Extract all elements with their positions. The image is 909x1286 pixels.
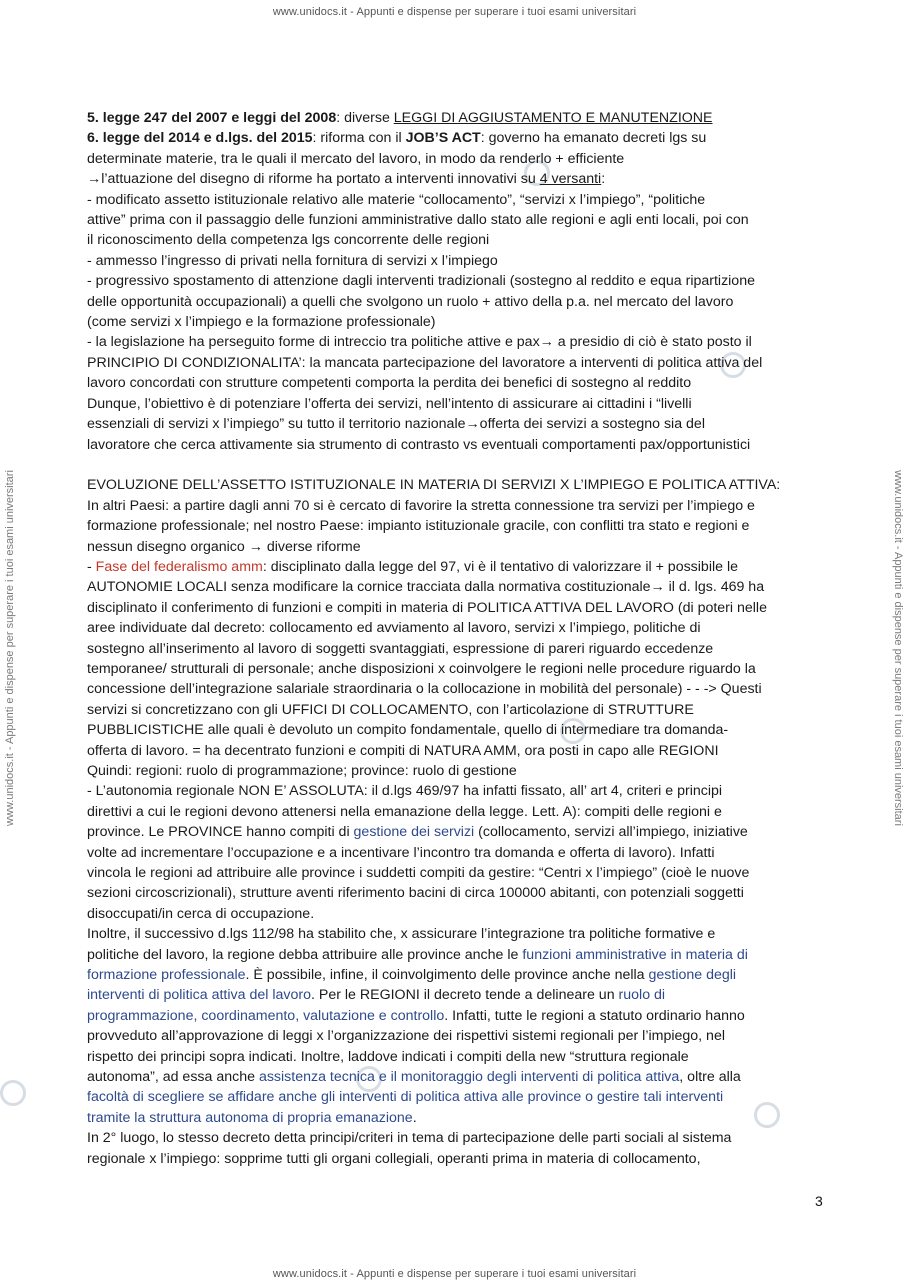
text-line: disoccupati/in cerca di occupazione. xyxy=(87,905,315,922)
text-line: lavoro concordati con strutture competenti comporta la perdita dei benefici di sostegno al reddito xyxy=(87,375,692,392)
line-jobs-act: 6. legge del 2014 e d.lgs. del 2015: riforma con il JOB’S ACT: governo ha emanato decreti lgs su xyxy=(87,130,707,147)
line-four-areas: →l’attuazione del disegno di riforme ha portato a interventi innovativi su 4 versanti: xyxy=(87,171,606,188)
text-line: (come servizi x l’impiego e la formazione professionale) xyxy=(87,314,436,331)
text-line: - progressivo spostamento di attenzione dagli interventi tradizionali (sostegno al reddito e equa ripartizione xyxy=(87,273,755,290)
text-line: sostegno all’inserimento al lavoro di soggetti svantaggiati, espressione di pareri riguardo eccedenze xyxy=(87,640,714,657)
text-line: temporanee/ strutturali di personale; anche disposizioni x coinvolgere le regioni nelle procedure riguardo la xyxy=(87,660,756,677)
text-line: vincola le regioni ad attribuire alle province i suddetti compiti da gestire: “Centri x l’impiego” (cioè le nuove xyxy=(87,865,750,882)
text-line: lavoratore che cerca attivamente sia strumento di contrasto vs eventuali comportamenti pax/opportunistici xyxy=(87,436,751,453)
text-line: - la legislazione ha perseguito forme di intreccio tra politiche attive e pax→ a presidio di ciò è stato posto il xyxy=(87,334,752,351)
text-line: rispetto dei principi sopra indicati. Inoltre, laddove indicati i compiti della new “struttura regionale xyxy=(87,1048,689,1065)
text-line: determinate materie, tra le quali il mercato del lavoro, in modo da renderlo + efficiente xyxy=(87,150,625,167)
line-programming: programmazione, coordinamento, valutazione e controllo. Infatti, tutte le regioni a statuto ordinario hanno xyxy=(87,1007,745,1024)
document-body xyxy=(87,108,827,1169)
text-line: PUBBLICISTICHE alle quali è devoluto un compito fondamentale, quello di intermediare tra domanda- xyxy=(87,722,729,739)
blank-line xyxy=(87,455,827,475)
text-line: AUTONOMIE LOCALI senza modificare la cornice tracciata dalla normativa costituzionale→ il d. lgs. 469 ha xyxy=(87,579,765,596)
watermark-bottom: www.unidocs.it - Appunti e dispense per superare i tuoi esami universitari xyxy=(272,1268,637,1280)
text-line: aree individuate dal decreto: collocamento ed avviamento al lavoro, servizi x l’impiego, politiche di xyxy=(87,620,701,637)
watermark-top: www.unidocs.it - Appunti e dispense per superare i tuoi esami universitari xyxy=(272,6,637,18)
line-admin-functions: politiche del lavoro, la regione debba attribuire alle province anche le funzioni amministrative in materia di xyxy=(87,946,748,963)
line-law-2007: 5. legge 247 del 2007 e leggi del 2008: diverse LEGGI DI AGGIUSTAMENTO E MANUTENZIONE xyxy=(87,110,713,126)
text-line: direttivi a cui le regioni devono attenersi nella emanazione della legge. Lett. A): compiti delle regioni e xyxy=(87,803,722,820)
text-line: formazione professionale; nel nostro Paese: impianto istituzionale gracile, con conflitti tra stato e regioni e xyxy=(87,518,750,535)
page-number: 3 xyxy=(815,1193,823,1209)
text-line: - modificato assetto istituzionale relativo alle materie “collocamento”, “servizi x l’impiego”, “politiche xyxy=(87,191,706,208)
line-technical-assistance: autonoma”, ad essa anche assistenza tecnica e il monitoraggio degli interventi di politica attiva, oltre alla xyxy=(87,1069,741,1086)
text-line: In 2° luogo, lo stesso decreto detta principi/criteri in tema di partecipazione delle parti sociali al sistema xyxy=(87,1130,732,1147)
text-line: PRINCIPIO DI CONDIZIONALITA’: la mancata partecipazione del lavoratore a interventi di politica attiva del xyxy=(87,354,763,371)
text-line: servizi si concretizzano con gli UFFICI DI COLLOCAMENTO, con l’articolazione di STRUTTURE xyxy=(87,701,694,718)
text-line: il riconoscimento della competenza lgs concorrente delle regioni xyxy=(87,232,490,249)
text-line: nessun disegno organico → diverse riforme xyxy=(87,538,361,555)
text-line: offerta di lavoro. = ha decentrato funzioni e compiti di NATURA AMM, ora posti in capo alle REGIONI xyxy=(87,742,719,759)
text-line: - ammesso l’ingresso di privati nella fornitura di servizi x l’impiego xyxy=(87,252,498,269)
text-line: volte ad incrementare l’occupazione e a incentivare l’incontro tra domanda e offerta di lavoro). Infatti xyxy=(87,844,715,861)
text-line: delle opportunità occupazionali) a quelli che svolgono un ruolo + attivo della p.a. nel mercato del lavoro xyxy=(87,293,734,310)
text-line: Dunque, l’obiettivo è di potenziare l’offerta dei servizi, nell’intento di assicurare ai cittadini i “livelli xyxy=(87,395,692,412)
text-line: Quindi: regioni: ruolo di programmazione; province: ruolo di gestione xyxy=(87,762,517,779)
line-federalism: - Fase del federalismo amm: disciplinato dalla legge del 97, vi è il tentativo di valorizzare il + possibile le xyxy=(87,558,738,575)
text-line: disciplinato il conferimento di funzioni e compiti in materia di POLITICA ATTIVA DEL LAVORO (di poteri nelle xyxy=(87,599,767,616)
watermark-logo-icon xyxy=(0,1080,26,1106)
text-line: - L’autonomia regionale NON E’ ASSOLUTA: il d.lgs 469/97 ha infatti fissato, all’ art 4, criteri e principi xyxy=(87,783,723,800)
line-autonomous-structure: tramite la struttura autonoma di propria emanazione. xyxy=(87,1109,417,1126)
line-active-policy: interventi di politica attiva del lavoro. Per le REGIONI il decreto tende a delineare un ruolo di xyxy=(87,987,666,1004)
text-line: essenziali di servizi x l’impiego” su tutto il territorio nazionale→offerta dei servizi a sostegno sia del xyxy=(87,416,705,433)
text-line: attive” prima con il passaggio delle funzioni amministrative dallo stato alle regioni e agli enti locali, poi con xyxy=(87,212,749,229)
line-professional-training: formazione professionale. È possibile, infine, il coinvolgimento delle province anche nella gestione degli xyxy=(87,967,737,984)
text-line: provveduto all’approvazione di leggi x l’organizzazione dei rispettivi sistemi regionali per l’impiego, nel xyxy=(87,1028,725,1045)
text-line: Inoltre, il successivo d.lgs 112/98 ha stabilito che, x assicurare l’integrazione tra politiche formative e xyxy=(87,926,716,943)
watermark-left: www.unidocs.it - Appunti e dispense per superare i tuoi esami universitari xyxy=(4,470,16,826)
text-line: In altri Paesi: a partire dagli anni 70 si è cercato di favorire la stretta connessione tra servizi per l’impiego e xyxy=(87,497,755,514)
text-line: sezioni circoscrizionali), strutture aventi riferimento bacini di circa 100000 abitanti, con potenziali soggetti xyxy=(87,885,744,902)
line-faculty: facoltà di scegliere se affidare anche gli interventi di politica attiva alle province o gestire tali interventi xyxy=(87,1089,724,1106)
text-line: regionale x l’impiego: sopprime tutti gli organi collegiali, operanti prima in materia di collocamento, xyxy=(87,1150,701,1167)
section-heading: EVOLUZIONE DELL’ASSETTO ISTITUZIONALE IN MATERIA DI SERVIZI X L’IMPIEGO E POLITICA ATTIVA: xyxy=(87,477,781,494)
line-province-services: province. Le PROVINCE hanno compiti di gestione dei servizi (collocamento, servizi all’impiego, iniziative xyxy=(87,824,748,841)
text-line: concessione dell’integrazione salariale straordinaria o la collocazione in mobilità del personale) - - -> Questi xyxy=(87,681,762,698)
watermark-right: www.unidocs.it - Appunti e dispense per superare i tuoi esami universitari xyxy=(892,470,904,826)
